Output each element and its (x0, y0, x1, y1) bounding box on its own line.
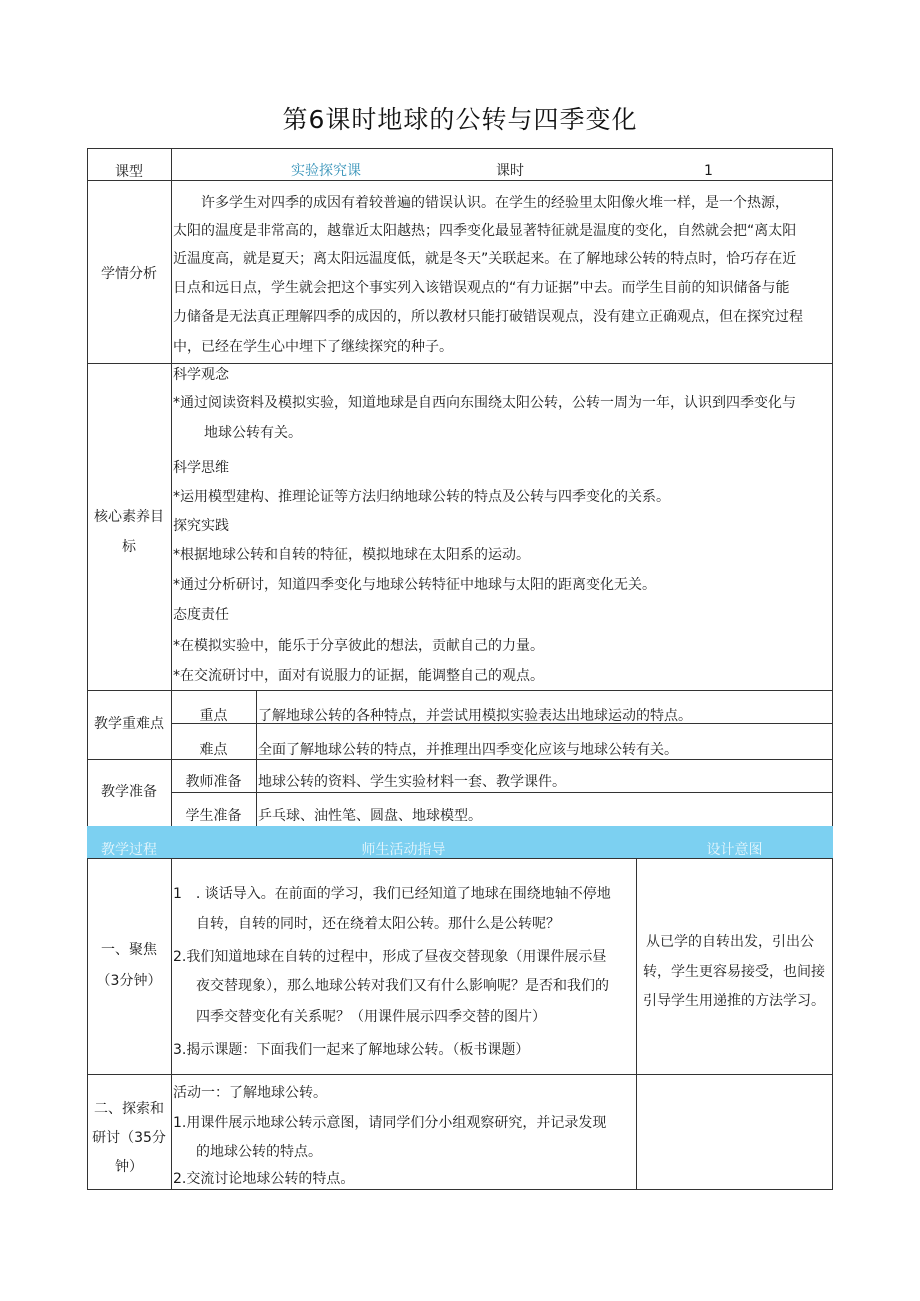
row-divider (87, 180, 833, 181)
core-label: 核心素养目 (94, 509, 164, 525)
analysis-line: 中，已经在学生心中埋下了继续探究的种子。 (173, 339, 453, 355)
student-prep-label: 学生准备 (185, 808, 242, 824)
stage2-line: 的地球公转的特点。 (196, 1144, 322, 1160)
type-label: 课型 (115, 164, 143, 180)
table-border-left (87, 148, 88, 1190)
col-divider (636, 858, 637, 1190)
type-value: 实验探究课 (291, 163, 361, 179)
stage1-time: （3分钟） (96, 973, 162, 989)
table-border-top (87, 148, 833, 149)
stage1-line: 自转，自转的同时，还在绕着太阳公转。那什么是公转呢？ (196, 916, 560, 932)
analysis-label: 学情分析 (101, 266, 157, 282)
core-item: 地球公转有关。 (204, 425, 302, 441)
difficulty-label: 教学重难点 (94, 716, 164, 732)
stage1-line: 夜交替现象），那么地球公转对我们又有什么影响呢？是否和我们的 (196, 978, 609, 994)
analysis-line: 力储备是无法真正理解四季的成因的，所以教材只能打破错误观点，没有建立正确观点，但在探究过程 (173, 309, 803, 325)
stage2-time: 研讨（35分 (92, 1130, 166, 1146)
col-divider (256, 690, 257, 826)
key-point-text: 了解地球公转的各种特点，并尝试用模拟实验表达出地球运动的特点。 (258, 708, 692, 724)
process-header-band (87, 826, 833, 858)
process-col-activity: 师生活动指导 (361, 842, 446, 858)
core-heading: 科学观念 (173, 367, 229, 383)
row-divider (87, 363, 833, 364)
period-label: 课时 (496, 163, 524, 179)
row-divider (87, 690, 833, 691)
core-item: *根据地球公转和自转的特征，模拟地球在太阳系的运动。 (173, 547, 530, 563)
stage2-line: 1.用课件展示地球公转示意图，请同学们分小组观察研究，并记录发现 (173, 1115, 607, 1131)
table-border-right (832, 148, 833, 1190)
stage1-intent: 从已学的自转出发，引出公 (646, 934, 814, 950)
key-point-label: 重点 (199, 708, 228, 724)
stage1-line: 四季交替变化有关系呢？（用课件展示四季交替的图片） (196, 1009, 546, 1025)
analysis-line: 日点和远日点，学生就会把这个事实列入该错误观点的“有力证据”中去。而学生目前的知识储备与能 (173, 280, 790, 296)
stage1-intent: 引导学生用递推的方法学习。 (643, 993, 825, 1009)
hard-point-text: 全面了解地球公转的特点，并推理出四季变化应该与地球公转有关。 (258, 742, 678, 758)
analysis-line: 太阳的温度是非常高的，越靠近太阳越热；四季变化最显著特征就是温度的变化，自然就会把“离太阳 (173, 223, 797, 239)
core-heading: 探究实践 (173, 518, 229, 534)
col-divider (171, 858, 172, 1190)
stage2-label: 二、探索和 (94, 1101, 164, 1117)
process-col-stage: 教学过程 (101, 842, 157, 858)
core-item: *在模拟实验中，能乐于分享彼此的想法，贡献自己的力量。 (173, 638, 544, 654)
analysis-line: 许多学生对四季的成因有着较普遍的错误认识。在学生的经验里太阳像火堆一样，是一个热源， (201, 195, 789, 211)
stage2-line: 活动一：了解地球公转。 (173, 1085, 327, 1101)
student-prep-text: 乒乓球、油性笔、圆盘、地球模型。 (258, 808, 482, 824)
table-border-bottom (87, 1189, 833, 1190)
row-divider (87, 1074, 833, 1075)
process-col-intent: 设计意图 (706, 842, 763, 858)
core-heading: 态度责任 (173, 607, 229, 623)
core-heading: 科学思维 (173, 460, 229, 476)
core-item: *通过阅读资料及模拟实验，知道地球是自西向东围绕太阳公转，公转一周为一年，认识到四季变化与 (173, 395, 796, 411)
preparation-label: 教学准备 (101, 784, 157, 800)
stage1-line: 1 . 谈话导入。在前面的学习，我们已经知道了地球在围绕地轴不停地 (173, 886, 611, 902)
teacher-prep-label: 教师准备 (185, 774, 242, 790)
core-item: *在交流研讨中，面对有说服力的证据，能调整自己的观点。 (173, 668, 544, 684)
stage1-line: 2.我们知道地球在自转的过程中，形成了昼夜交替现象（用课件展示昼 (173, 949, 607, 965)
stage2-time-cont: 钟） (115, 1159, 143, 1175)
core-item: *运用模型建构、推理论证等方法归纳地球公转的特点及公转与四季变化的关系。 (173, 489, 670, 505)
stage2-line: 2.交流讨论地球公转的特点。 (173, 1171, 355, 1187)
stage1-intent: 转，学生更容易接受，也间接 (643, 964, 825, 980)
stage1-line: 3.揭示课题：下面我们一起来了解地球公转。（板书课题） (173, 1042, 530, 1058)
core-label-cont: 标 (122, 539, 136, 555)
hard-point-label: 难点 (199, 742, 228, 758)
core-item: *通过分析研讨，知道四季变化与地球公转特征中地球与太阳的距离变化无关。 (173, 577, 656, 593)
period-value: 1 (704, 163, 713, 179)
analysis-line: 近温度高，就是夏天；离太阳远温度低，就是冬天”关联起来。在了解地球公转的特点时，恰巧存在近 (173, 251, 797, 267)
stage1-label: 一、聚焦 (101, 942, 157, 958)
page-title: 第6课时地球的公转与四季变化 (282, 105, 638, 134)
row-divider (171, 792, 833, 793)
teacher-prep-text: 地球公转的资料、学生实验材料一套、教学课件。 (258, 774, 566, 790)
